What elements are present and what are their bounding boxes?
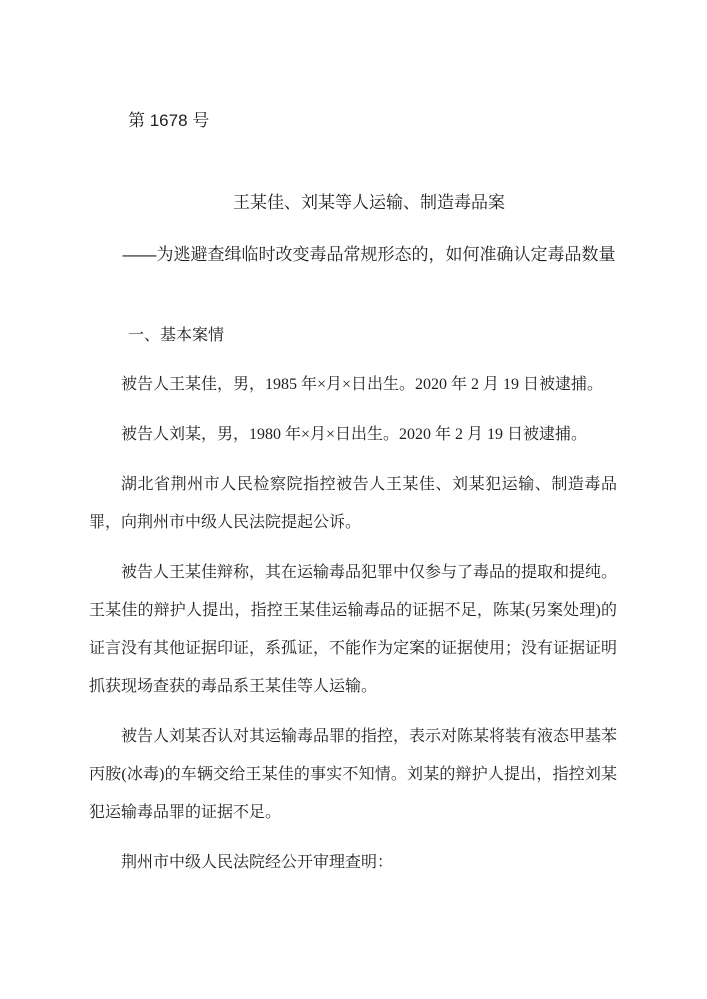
paragraph-liu-defense: 被告人刘某否认对其运输毒品罪的指控，表示对陈某将装有液态甲基苯丙胺(冰毒)的车辆交给王某佳的事实不知情。刘某的辩护人提出，指控刘某犯运输毒品罪的证据不足。 [89, 728, 618, 821]
paragraph-wang-defense: 被告人王某佳辩称，其在运输毒品犯罪中仅参与了毒品的提取和提纯。王某佳的辩护人提出，指控王某佳运输毒品的证据不足，陈某(另案处理)的证言没有其他证据印证，系孤证，不能作为定案的证据使用；没有证据证明抓获现场查获的毒品系王某佳等人运输。 [89, 564, 618, 695]
section-heading-basic-facts: 一、基本案情 [128, 327, 225, 344]
case-subtitle: ——为逃避查缉临时改变毒品常规形态的，如何准确认定毒品数量 [122, 245, 616, 264]
paragraph-court-finding: 荆州市中级人民法院经公开审理查明： [121, 854, 394, 871]
paragraph-prosecution: 湖北省荆州市人民检察院指控被告人王某佳、刘某犯运输、制造毒品罪，向荆州市中级人民法院提起公诉。 [89, 476, 617, 531]
doc-number: 第 1678 号 [128, 111, 210, 130]
case-title: 王某佳、刘某等人运输、制造毒品案 [233, 193, 505, 212]
paragraph-defendant-wang: 被告人王某佳，男，1985 年×月×日出生。2020 年 2 月 19 日被逮捕。 [121, 376, 604, 393]
paragraph-defendant-liu: 被告人刘某，男，1980 年×月×日出生。2020 年 2 月 19 日被逮捕。 [121, 426, 588, 443]
